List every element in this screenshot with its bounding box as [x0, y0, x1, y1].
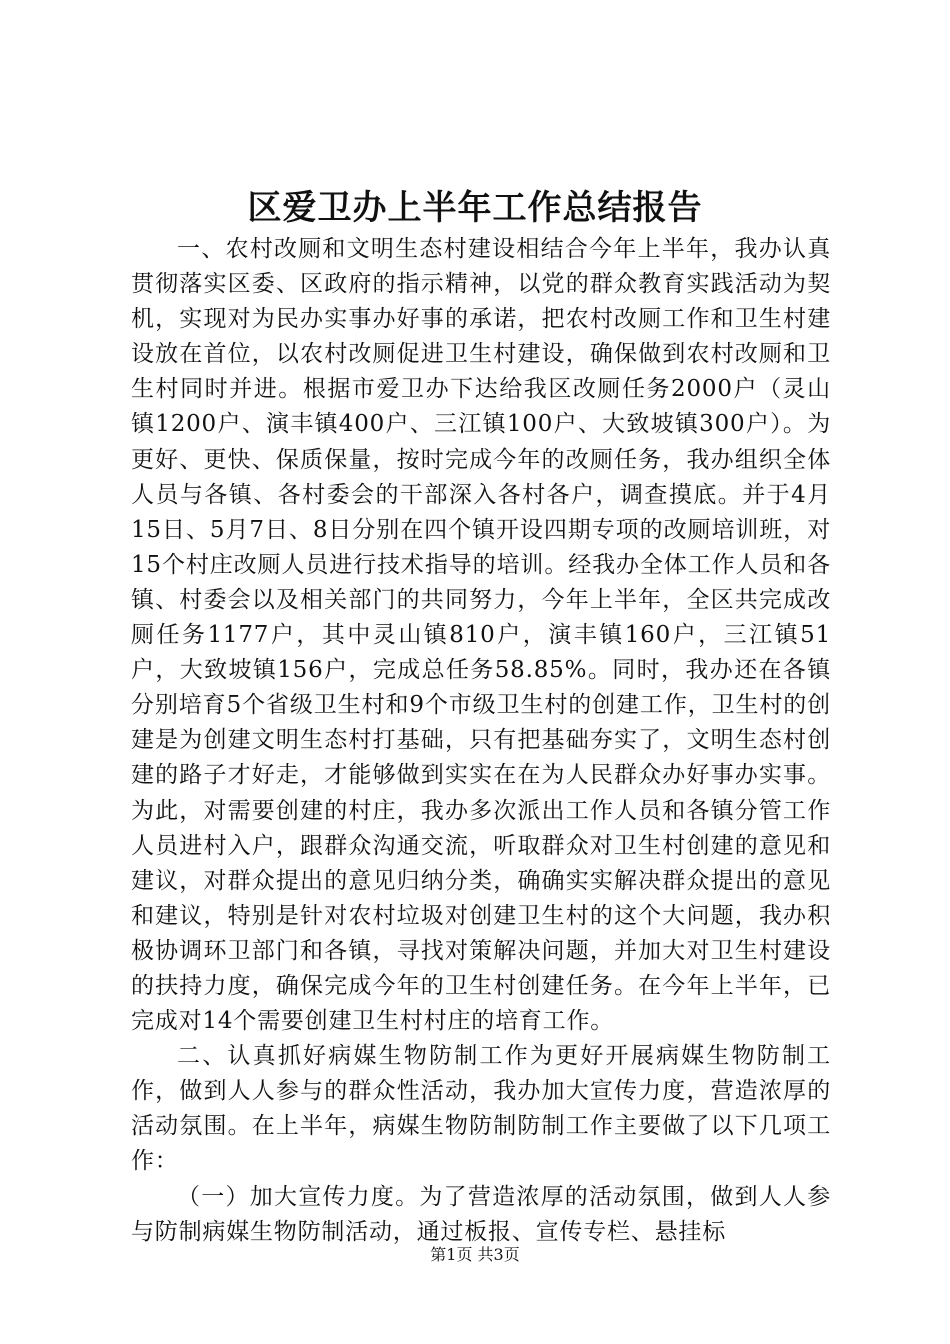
document-body [131, 232, 831, 1250]
paragraph: （一）加大宣传力度。为了营造浓厚的活动氛围，做到人人参与防制病媒生物防制活动，通过板报、宣传专栏、悬挂标 [131, 1183, 831, 1245]
paragraph: 二、认真抓好病媒生物防制工作为更好开展病媒生物防制工作，做到人人参与的群众性活动，我办加大宣传力度，营造浓厚的活动氛围。在上半年，病媒生物防制防制工作主要做了以下几项工作： [131, 1043, 831, 1175]
page-footer: 第1页 共3页 [430, 1245, 520, 1264]
paragraph: 一、农村改厕和文明生态村建设相结合今年上半年，我办认真贯彻落实区委、区政府的指示精神，以党的群众教育实践活动为契机，实现对为民办实事办好事的承诺，把农村改厕工作和卫生村建设放在首位，以农村改厕促进卫生村建设，确保做到农村改厕和卫生村同时并进。根据市爱卫办下达给我区改厕任务2000户（灵山镇1200户、演丰镇400户、三江镇100户、大致坡镇300户）。为更好、更快、保质保量，按时完成今年的改厕任务，我办组织全体人员与各镇、各村委会的干部深入各村各户，调查摸底。并于4月15日、5月7日、8日分别在四个镇开设四期专项的改厕培训班，对15个村庄改厕人员进行技术指导的培训。经我办全体工作人员和各镇、村委会以及相关部门的共同努力，今年上半年，全区共完成改厕任务1177户，其中灵山镇810户，演丰镇160户，三江镇51户，大致坡镇156户，完成总任务58.85%。同时，我办还在各镇分别培育5个省级卫生村和9个市级卫生村的创建工作，卫生村的创建是为创建文明生态村打基础，只有把基础夯实了，文明生态村创建的路子才好走，才能够做到实实在在为人民群众办好事办实事。为此，对需要创建的村庄，我办多次派出工作人员和各镇分管工作人员进村入户，跟群众沟通交流，听取群众对卫生村创建的意见和建议，对群众提出的意见归纳分类，确确实实解决群众提出的意见和建议，特别是针对农村垃圾对创建卫生村的这个大问题，我办积极协调环卫部门和各镇，寻找对策解决问题，并加大对卫生村建设的扶持力度，确保完成今年的卫生村创建任务。在今年上半年，已完成对14个需要创建卫生村村庄的培育工作。 [131, 236, 831, 1035]
document-title: 区爱卫办上半年工作总结报告 [247, 188, 703, 228]
